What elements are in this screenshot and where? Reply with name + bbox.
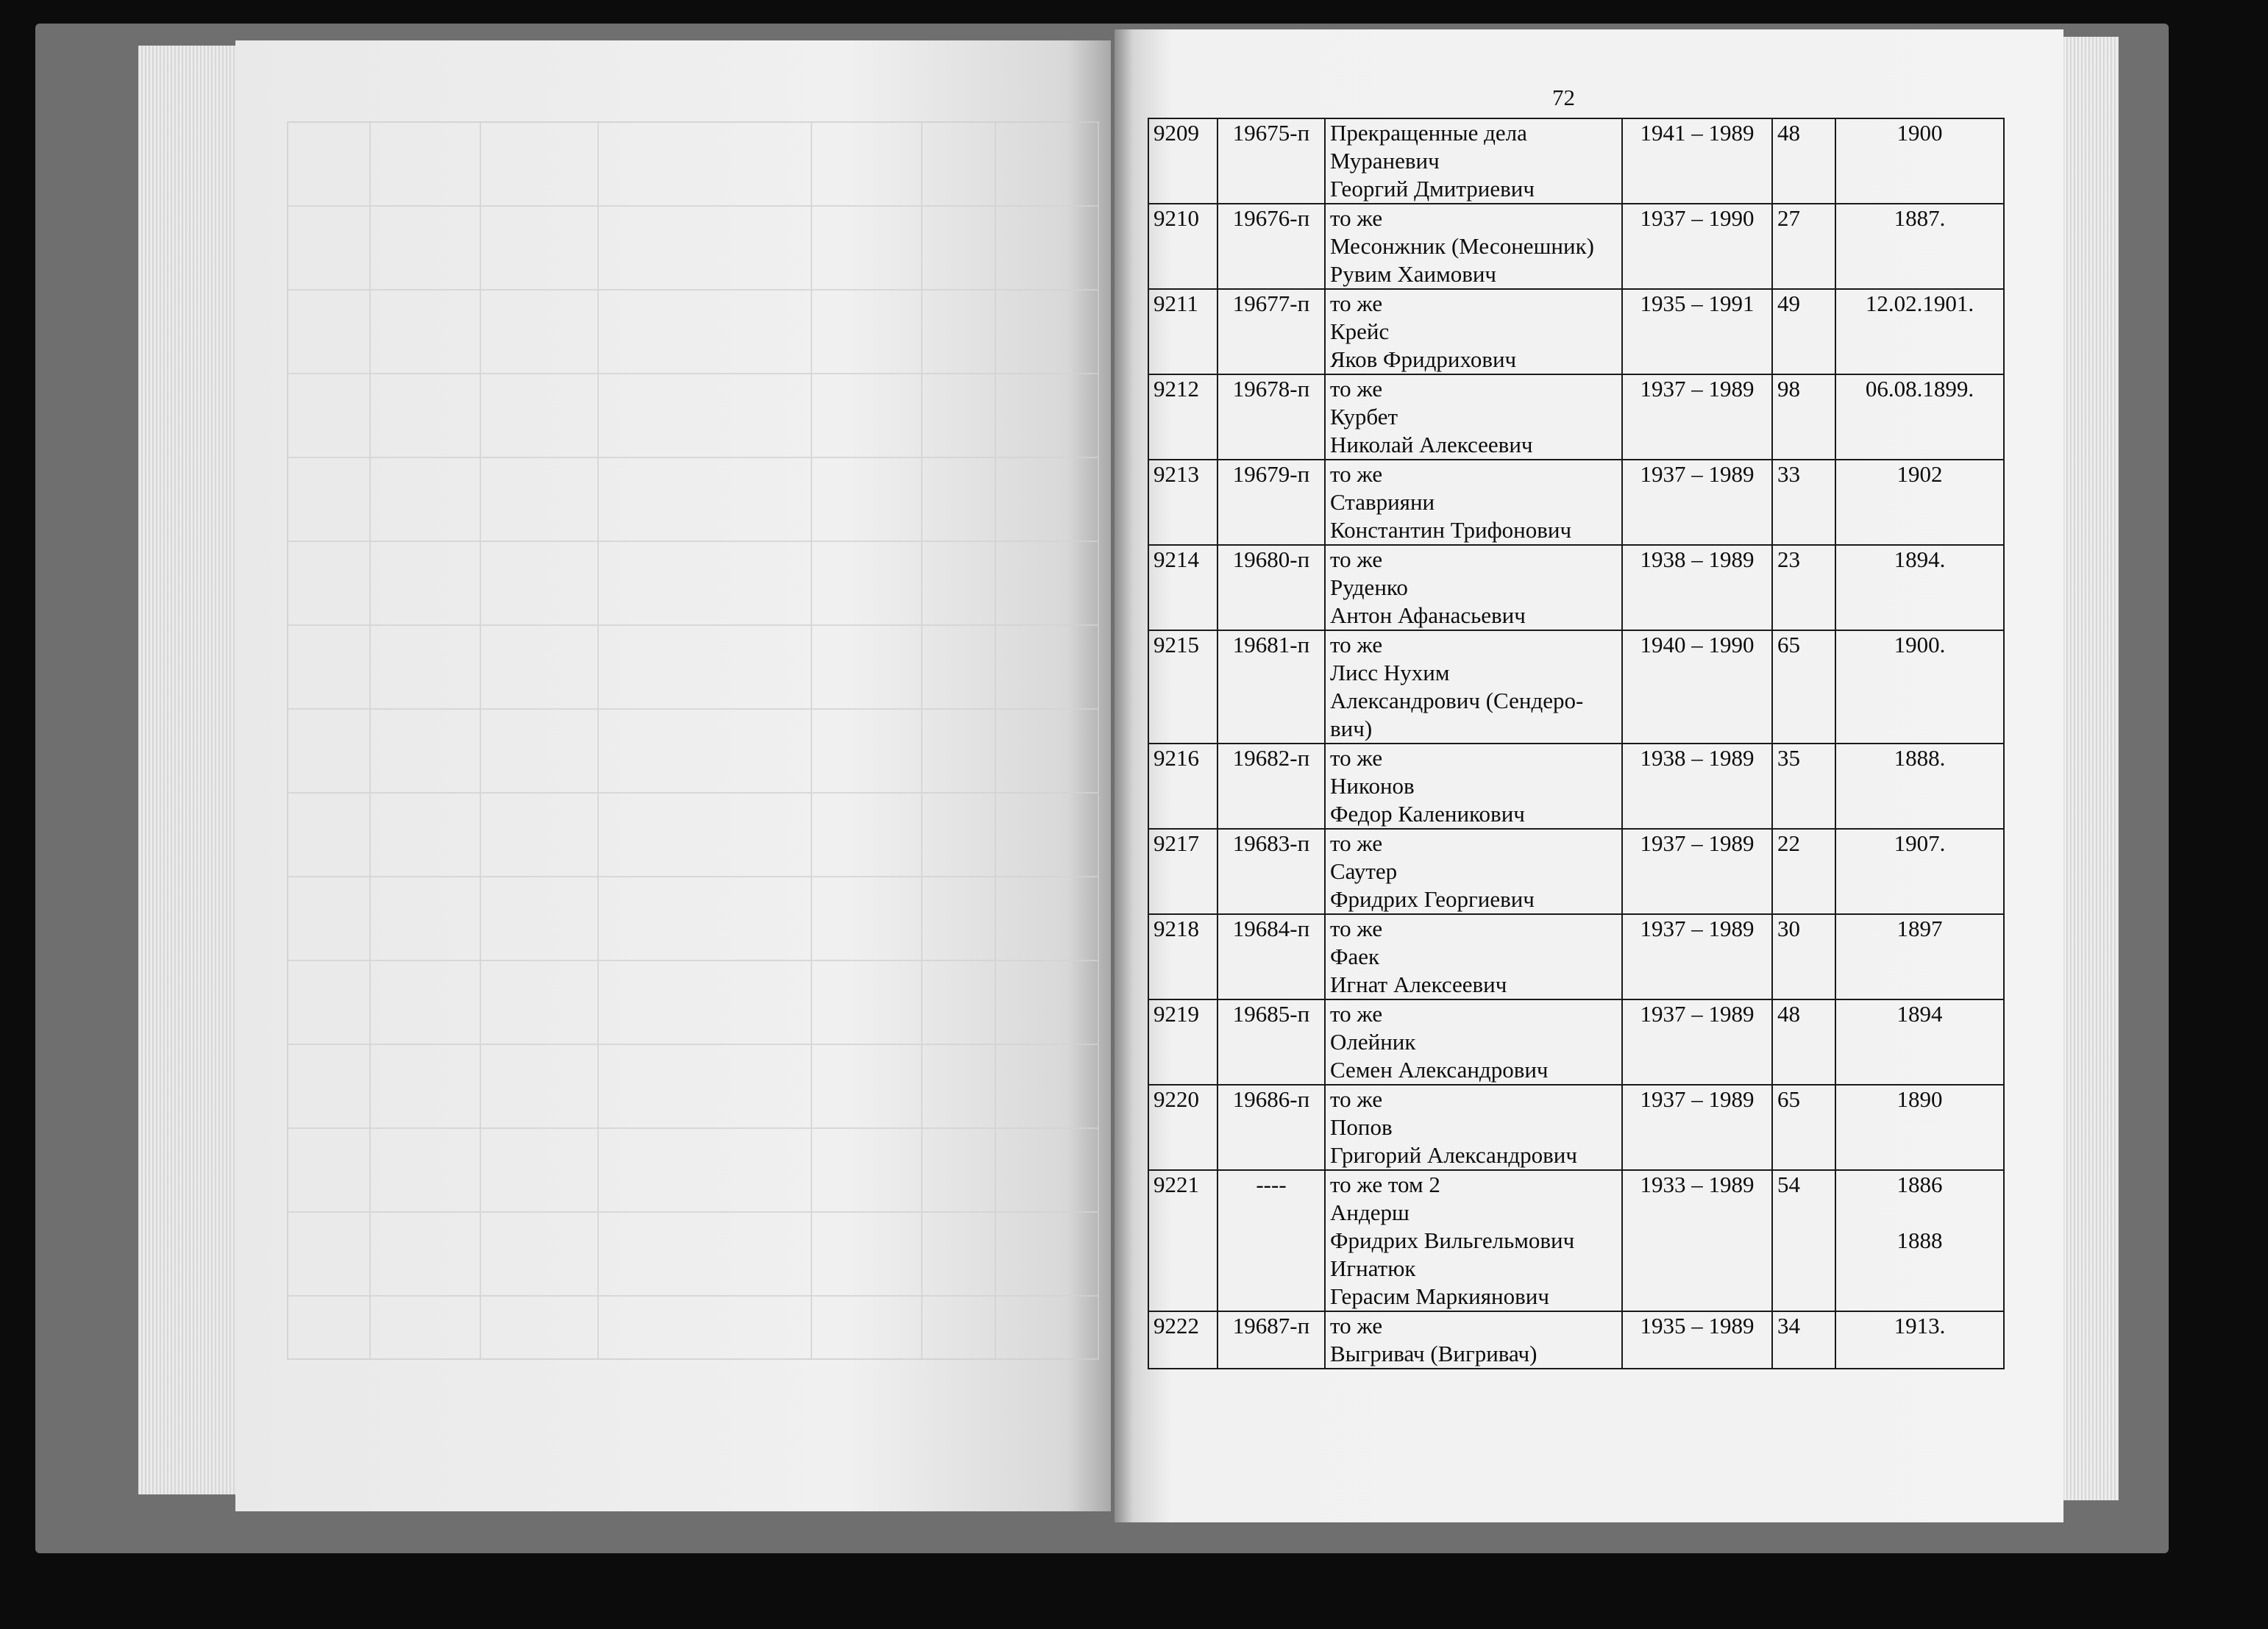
date-range: 1940 – 1990: [1622, 630, 1772, 744]
description-line: то же: [1330, 1313, 1383, 1339]
sheet-count: 48: [1772, 118, 1835, 204]
file-number: ----: [1217, 1170, 1325, 1311]
case-description: [1325, 374, 1622, 460]
record-number: 9216: [1148, 744, 1217, 829]
birth-date: [1835, 914, 2004, 999]
date-range: 1937 – 1989: [1622, 1085, 1772, 1170]
description-line: Антон Афанасьевич: [1330, 602, 1526, 628]
description-line: Фридрих Георгиевич: [1330, 886, 1535, 912]
date-range: 1941 – 1989: [1622, 118, 1772, 204]
description-line: Рувим Хаимович: [1330, 261, 1497, 287]
description-line: то же: [1330, 1086, 1383, 1112]
case-description: [1325, 545, 1622, 630]
birth-year: 1886: [1896, 1172, 1943, 1197]
date-range: 1937 – 1989: [1622, 999, 1772, 1085]
record-number: 9215: [1148, 630, 1217, 744]
birth-date: [1835, 1085, 2004, 1170]
file-number: 19676-п: [1217, 204, 1325, 289]
birth-year: 1900: [1896, 120, 1943, 146]
case-description: [1325, 289, 1622, 374]
birth-year: 06.08.1899.: [1865, 376, 1974, 402]
file-number: 19684-п: [1217, 914, 1325, 999]
case-description: [1325, 1311, 1622, 1369]
case-description: [1325, 1170, 1622, 1311]
table-row: [1148, 460, 2004, 545]
sheet-count: 98: [1772, 374, 1835, 460]
description-line: Яков Фридрихович: [1330, 346, 1517, 372]
description-line: Крейс: [1330, 318, 1390, 344]
sheet-count: 33: [1772, 460, 1835, 545]
description-line: Руденко: [1330, 574, 1408, 600]
case-description: [1325, 829, 1622, 914]
description-line: Прекращенные дела: [1330, 120, 1527, 146]
file-number: 19677-п: [1217, 289, 1325, 374]
case-description: [1325, 630, 1622, 744]
record-number: 9214: [1148, 545, 1217, 630]
sheet-count: 49: [1772, 289, 1835, 374]
date-range: 1937 – 1990: [1622, 204, 1772, 289]
case-description: [1325, 460, 1622, 545]
sheet-count: 27: [1772, 204, 1835, 289]
description-line: Фаек: [1330, 944, 1380, 969]
birth-year: 1894: [1896, 1001, 1943, 1027]
description-line: Лисс Нухим: [1330, 660, 1450, 685]
description-line: Семен Александрович: [1330, 1057, 1549, 1083]
table-row: [1148, 289, 2004, 374]
description-line: то же: [1330, 745, 1383, 771]
description-line: Григорий Александрович: [1330, 1142, 1577, 1168]
record-number: 9222: [1148, 1311, 1217, 1369]
file-number: 19685-п: [1217, 999, 1325, 1085]
sheet-count: 65: [1772, 630, 1835, 744]
description-line: Константин Трифонович: [1330, 517, 1572, 543]
table-row: [1148, 1170, 2004, 1311]
record-number: 9219: [1148, 999, 1217, 1085]
birth-year: 1897: [1896, 916, 1943, 941]
description-line: Герасим Маркиянович: [1330, 1283, 1549, 1309]
table-row: [1148, 118, 2004, 204]
record-number: 9220: [1148, 1085, 1217, 1170]
description-line: то же: [1330, 290, 1383, 316]
description-line: то же том 2: [1330, 1172, 1440, 1197]
record-number: 9209: [1148, 118, 1217, 204]
birth-year-second: 1888: [1896, 1227, 1943, 1253]
description-line: Мураневич: [1330, 148, 1440, 174]
date-range: 1937 – 1989: [1622, 914, 1772, 999]
file-number: 19686-п: [1217, 1085, 1325, 1170]
description-line: то же: [1330, 461, 1383, 487]
birth-date: [1835, 1170, 2004, 1311]
description-line: Саутер: [1330, 858, 1398, 884]
record-number: 9213: [1148, 460, 1217, 545]
description-line: Никонов: [1330, 773, 1415, 799]
sheet-count: 23: [1772, 545, 1835, 630]
description-line: Игнатюк: [1330, 1255, 1416, 1281]
table-row: [1148, 545, 2004, 630]
record-number: 9212: [1148, 374, 1217, 460]
description-line: то же: [1330, 205, 1383, 231]
file-number: 19679-п: [1217, 460, 1325, 545]
birth-date: [1835, 204, 2004, 289]
birth-year: 1913.: [1894, 1313, 1946, 1339]
birth-date: [1835, 118, 2004, 204]
birth-date: [1835, 460, 2004, 545]
table-row: [1148, 829, 2004, 914]
birth-year: 12.02.1901.: [1865, 290, 1974, 316]
description-line: Георгий Дмитриевич: [1330, 176, 1535, 202]
birth-date: [1835, 744, 2004, 829]
case-description: [1325, 1085, 1622, 1170]
description-line: Андерш: [1330, 1200, 1409, 1225]
description-line: Федор Каленикович: [1330, 801, 1525, 827]
table-row: [1148, 1311, 2004, 1369]
description-line: то же: [1330, 546, 1383, 572]
date-range: 1937 – 1989: [1622, 829, 1772, 914]
date-range: 1935 – 1991: [1622, 289, 1772, 374]
description-line: Курбет: [1330, 404, 1398, 429]
birth-year: 1900.: [1894, 632, 1946, 657]
table-row: [1148, 999, 2004, 1085]
sheet-count: 48: [1772, 999, 1835, 1085]
birth-date: [1835, 545, 2004, 630]
birth-date: [1835, 999, 2004, 1085]
description-line: то же: [1330, 916, 1383, 941]
sheet-count: 34: [1772, 1311, 1835, 1369]
case-description: [1325, 999, 1622, 1085]
sheet-count: 30: [1772, 914, 1835, 999]
description-line: то же: [1330, 632, 1383, 657]
table-row: [1148, 1085, 2004, 1170]
record-number: 9211: [1148, 289, 1217, 374]
date-range: 1937 – 1989: [1622, 460, 1772, 545]
record-number: 9218: [1148, 914, 1217, 999]
date-range: 1938 – 1989: [1622, 744, 1772, 829]
date-range: 1933 – 1989: [1622, 1170, 1772, 1311]
description-line: то же: [1330, 830, 1383, 856]
birth-year: 1888.: [1894, 745, 1946, 771]
description-line: то же: [1330, 376, 1383, 402]
birth-date: [1835, 630, 2004, 744]
birth-date: [1835, 1311, 2004, 1369]
birth-year: 1887.: [1894, 205, 1946, 231]
description-line: Ставрияни: [1330, 489, 1435, 515]
birth-year: 1907.: [1894, 830, 1946, 856]
sheet-count: 65: [1772, 1085, 1835, 1170]
case-description: [1325, 914, 1622, 999]
file-number: 19675-п: [1217, 118, 1325, 204]
birth-date: [1835, 289, 2004, 374]
case-description: [1325, 204, 1622, 289]
description-line: Выгривач (Вигривач): [1330, 1341, 1538, 1366]
case-description: [1325, 744, 1622, 829]
table-row: [1148, 204, 2004, 289]
birth-year: 1894.: [1894, 546, 1946, 572]
bleed-through-table: [287, 121, 1099, 1360]
register-table: [1148, 118, 2005, 1369]
date-range: 1938 – 1989: [1622, 545, 1772, 630]
birth-date: [1835, 829, 2004, 914]
file-number: 19683-п: [1217, 829, 1325, 914]
case-description: [1325, 118, 1622, 204]
file-number: 19680-п: [1217, 545, 1325, 630]
description-line: Игнат Алексеевич: [1330, 972, 1507, 997]
sheet-count: 35: [1772, 744, 1835, 829]
page-edges-left: [138, 46, 249, 1494]
birth-year: 1902: [1896, 461, 1943, 487]
description-line: Фридрих Вильгельмович: [1330, 1227, 1575, 1253]
description-line: Олейник: [1330, 1029, 1416, 1055]
table-row: [1148, 744, 2004, 829]
table-row: [1148, 630, 2004, 744]
description-line: Александрович (Сендеро-: [1330, 688, 1584, 713]
table-row: [1148, 374, 2004, 460]
file-number: 19681-п: [1217, 630, 1325, 744]
table-row: [1148, 914, 2004, 999]
description-line: Попов: [1330, 1114, 1393, 1140]
file-number: 19678-п: [1217, 374, 1325, 460]
description-line: Николай Алексеевич: [1330, 432, 1533, 457]
page-number: 72: [1552, 85, 1575, 110]
date-range: 1937 – 1989: [1622, 374, 1772, 460]
birth-year: 1890: [1896, 1086, 1943, 1112]
description-line: то же: [1330, 1001, 1383, 1027]
sheet-count: 22: [1772, 829, 1835, 914]
birth-date: [1835, 374, 2004, 460]
record-number: 9217: [1148, 829, 1217, 914]
description-line: Месонжник (Месонешник): [1330, 233, 1594, 259]
description-line: вич): [1330, 716, 1373, 741]
record-number: 9210: [1148, 204, 1217, 289]
sheet-count: 54: [1772, 1170, 1835, 1311]
file-number: 19682-п: [1217, 744, 1325, 829]
file-number: 19687-п: [1217, 1311, 1325, 1369]
date-range: 1935 – 1989: [1622, 1311, 1772, 1369]
record-number: 9221: [1148, 1170, 1217, 1311]
